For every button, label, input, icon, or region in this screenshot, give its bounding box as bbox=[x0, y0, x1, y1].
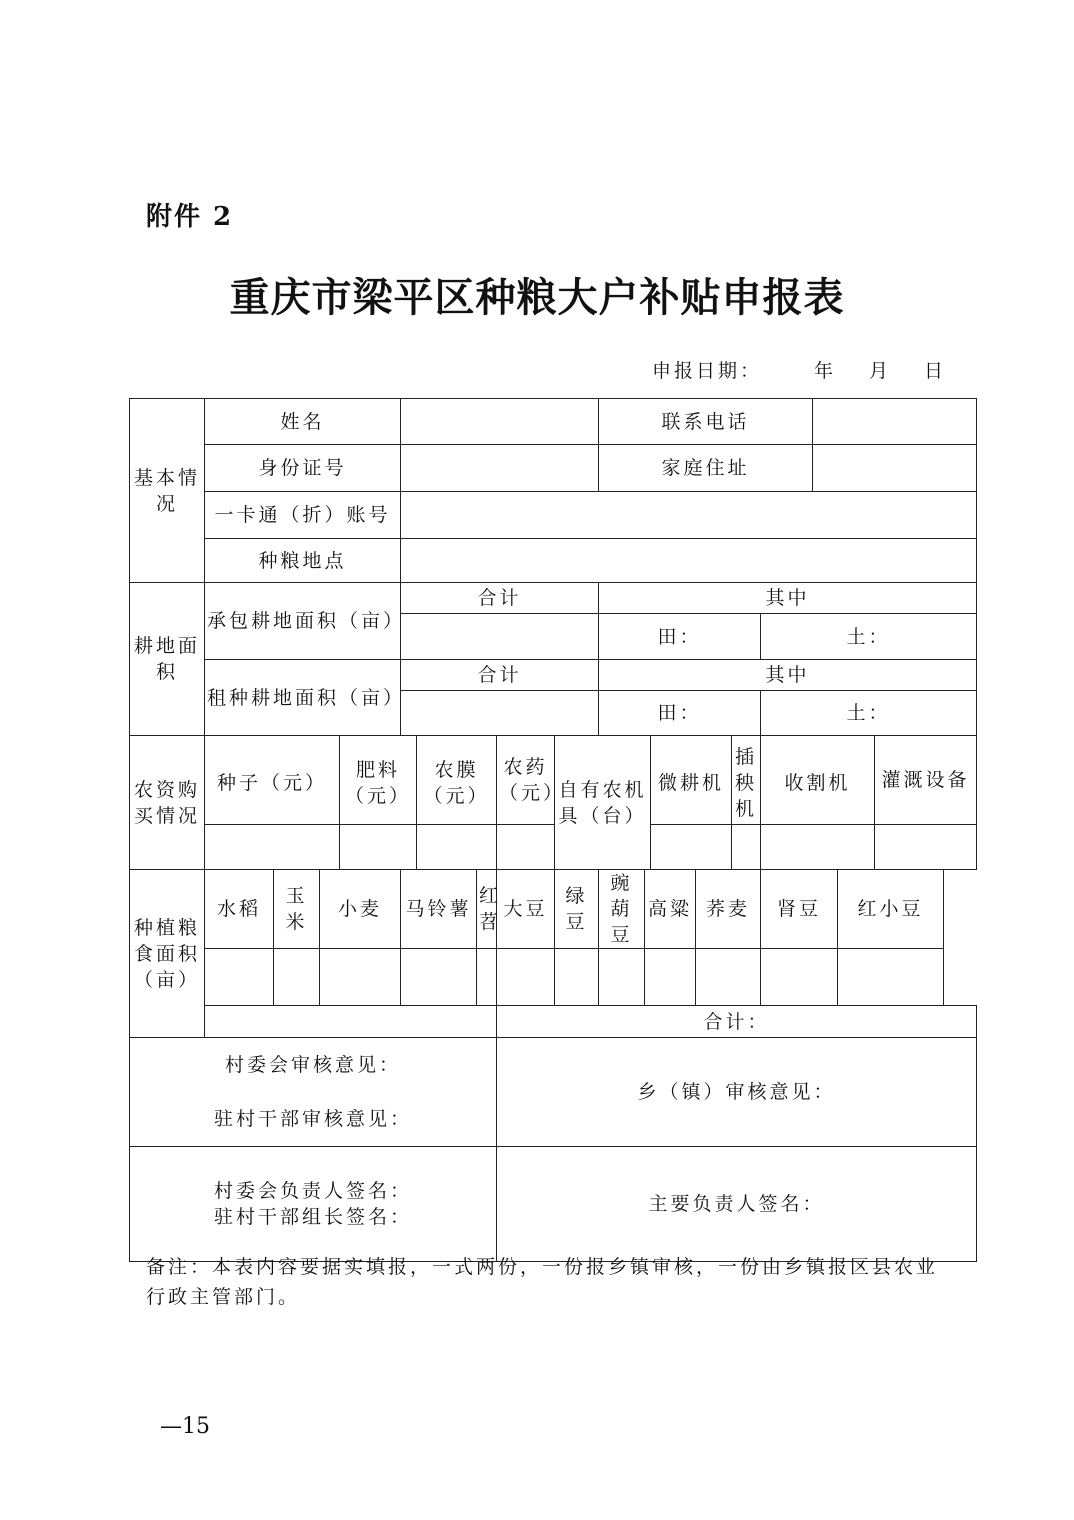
crop-field[interactable] bbox=[320, 949, 401, 1006]
fertilizer-field[interactable] bbox=[340, 825, 417, 870]
rent-total-field[interactable] bbox=[401, 691, 599, 736]
seed-field[interactable] bbox=[205, 825, 340, 870]
fertilizer-label: 肥料（元） bbox=[340, 736, 417, 825]
village-head-signature-label: 村委会负责人签名： bbox=[214, 1180, 413, 1202]
crop-label: 荞麦 bbox=[696, 870, 761, 949]
crop-field[interactable] bbox=[838, 949, 944, 1006]
crop-field[interactable] bbox=[274, 949, 320, 1006]
date-month: 月 bbox=[869, 360, 892, 382]
village-review-label: 村委会审核意见： bbox=[225, 1054, 402, 1076]
main-head-signature-label[interactable]: 主要负责人签名： bbox=[497, 1147, 977, 1262]
crop-field[interactable] bbox=[599, 949, 645, 1006]
irrigation-field[interactable] bbox=[875, 825, 977, 870]
machinery-label: 自有农机具（台） bbox=[555, 736, 651, 870]
card-account-field[interactable] bbox=[401, 492, 977, 539]
crop-label: 高粱 bbox=[645, 870, 696, 949]
name-label: 姓名 bbox=[205, 399, 401, 445]
section-crop-area: 种植粮食面积（亩） bbox=[130, 870, 205, 1038]
phone-field[interactable] bbox=[813, 399, 977, 445]
id-number-field[interactable] bbox=[401, 445, 599, 492]
crop-field[interactable] bbox=[761, 949, 838, 1006]
harvester-label: 收割机 bbox=[761, 736, 875, 825]
form-title: 重庆市梁平区种粮大户补贴申报表 bbox=[229, 274, 845, 321]
id-number-label: 身份证号 bbox=[205, 445, 401, 492]
village-signature-cell[interactable] bbox=[130, 1147, 497, 1262]
crop-label: 豌葫豆 bbox=[599, 870, 645, 949]
rent-paddy-field[interactable]: 田： bbox=[599, 691, 761, 736]
address-field[interactable] bbox=[813, 445, 977, 492]
township-review-label[interactable]: 乡（镇）审核意见： bbox=[497, 1038, 977, 1147]
harvester-field[interactable] bbox=[761, 825, 875, 870]
contract-paddy-field[interactable]: 田： bbox=[599, 614, 761, 660]
crop-label: 红小豆 bbox=[838, 870, 944, 949]
pesticide-field[interactable] bbox=[497, 825, 555, 870]
crop-label: 马铃薯 bbox=[401, 870, 477, 949]
crop-total-left bbox=[205, 1006, 497, 1038]
rent-total-label: 合计 bbox=[401, 660, 599, 691]
rent-of-which-label: 其中 bbox=[599, 660, 977, 691]
section-land-area: 耕地面积 bbox=[130, 583, 205, 736]
tiller-field[interactable] bbox=[651, 825, 732, 870]
film-field[interactable] bbox=[417, 825, 497, 870]
crop-field[interactable] bbox=[477, 949, 497, 1006]
subsidy-form-table bbox=[129, 398, 977, 1262]
phone-label: 联系电话 bbox=[599, 399, 813, 445]
contract-total-field[interactable] bbox=[401, 614, 599, 660]
contract-total-label: 合计 bbox=[401, 583, 599, 614]
section-basic-info: 基本情况 bbox=[130, 399, 205, 583]
crop-label: 玉米 bbox=[274, 870, 320, 949]
cadre-review-label: 驻村干部审核意见： bbox=[214, 1108, 413, 1130]
pesticide-label: 农药（元） bbox=[497, 736, 555, 825]
date-year: 年 bbox=[814, 360, 837, 382]
transplanter-field[interactable] bbox=[732, 825, 761, 870]
transplanter-label: 插秧机 bbox=[732, 736, 761, 825]
location-field[interactable] bbox=[401, 539, 977, 583]
crop-label: 水稻 bbox=[205, 870, 274, 949]
crop-field[interactable] bbox=[696, 949, 761, 1006]
crop-field[interactable] bbox=[205, 949, 274, 1006]
contract-of-which-label: 其中 bbox=[599, 583, 977, 614]
contract-dry-field[interactable]: 土： bbox=[761, 614, 977, 660]
date-label: 申报日期： bbox=[652, 360, 763, 382]
seed-label: 种子（元） bbox=[205, 736, 340, 825]
date-day: 日 bbox=[924, 360, 947, 382]
rent-dry-field[interactable]: 土： bbox=[761, 691, 977, 736]
contract-land-label: 承包耕地面积（亩） bbox=[205, 583, 401, 660]
village-review-cell[interactable] bbox=[130, 1038, 497, 1147]
crop-label: 大豆 bbox=[497, 870, 555, 949]
location-label: 种粮地点 bbox=[205, 539, 401, 583]
irrigation-label: 灌溉设备 bbox=[875, 736, 977, 825]
section-inputs: 农资购买情况 bbox=[130, 736, 205, 870]
crop-field[interactable] bbox=[645, 949, 696, 1006]
crop-field[interactable] bbox=[401, 949, 477, 1006]
rent-land-label: 租种耕地面积（亩） bbox=[205, 660, 401, 736]
page-number: —15 bbox=[160, 1414, 210, 1439]
crop-label: 小麦 bbox=[320, 870, 401, 949]
crop-label: 绿豆 bbox=[555, 870, 599, 949]
tiller-label: 微耕机 bbox=[651, 736, 732, 825]
declaration-date bbox=[560, 356, 947, 386]
crop-field[interactable] bbox=[555, 949, 599, 1006]
crop-total-label[interactable]: 合计： bbox=[497, 1006, 977, 1038]
card-account-label: 一卡通（折）账号 bbox=[205, 492, 401, 539]
address-label: 家庭住址 bbox=[599, 445, 813, 492]
film-label: 农膜（元） bbox=[417, 736, 497, 825]
remarks-note: 备注：本表内容要据实填报，一式两份，一份报乡镇审核，一份由乡镇报区县农业行政主管部门。 bbox=[146, 1256, 939, 1308]
crop-label: 红苕 bbox=[477, 870, 497, 949]
crop-label: 肾豆 bbox=[761, 870, 838, 949]
attachment-label: 附件 2 bbox=[146, 202, 234, 232]
cadre-leader-signature-label: 驻村干部组长签名： bbox=[214, 1206, 413, 1228]
name-field[interactable] bbox=[401, 399, 599, 445]
crop-field[interactable] bbox=[497, 949, 555, 1006]
